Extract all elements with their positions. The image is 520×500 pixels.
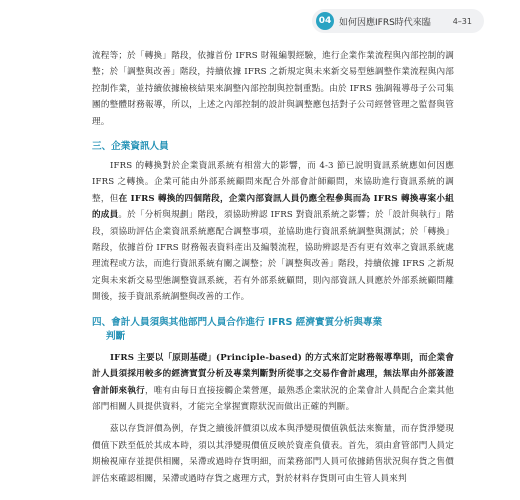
- paragraph-3-bold: IFRS 主要以「原則基礎」(Principle-based) 的方式來訂定財務報導準則，而企業會計人員須採用較多的經濟實質分析及專業判斷對所從事之交易作會計處理，無法單由外部簽證會計師來執行: [92, 352, 454, 396]
- section-heading-3: 三、企業資訊人員: [92, 141, 169, 153]
- section-heading-4: [92, 316, 454, 344]
- paragraph-2: [92, 158, 454, 306]
- section-heading-4-line2: 判斷: [106, 330, 126, 342]
- paragraph-3: [92, 350, 454, 416]
- paragraph-4: 茲以存貨評價為例，存貨之續後評價須以成本與淨變現價值孰低法來衡量，而存貨淨變現價值下跌至低於其成本時，須以其淨變現價值反映於資產負債表。首先，須由倉管部門人員定期檢視庫存並提供相關，呆滯或過時存貨明細，而業務部門人員可依據銷售狀況與存貨之售價評估來確認相關，呆滯或過時存貨之處理方式，對於材料存貨則可由生管人員來判: [92, 424, 454, 484]
- page-body: [92, 48, 454, 487]
- paragraph-2-bold: 在 IFRS 轉換的四個階段，企業內部資訊人員仍應全程參與而為 IFRS 轉換專案小組的成員: [92, 193, 455, 221]
- page-header: [312, 9, 484, 33]
- paragraph-2-text-a: IFRS 的轉換對於企業資訊系統有相當大的影響，而 4-3 節已說明資訊系統應如何因應 IFRS 之轉換。企業可能由外部系統顧問來配合外部會計師顧問，來協助進行資訊系統的調整，但: [92, 161, 454, 204]
- section-heading-4-line1: 四、會計人員須與其他部門人員合作進行 IFRS 經濟實質分析與專業: [92, 316, 383, 328]
- paragraph-2-text-b: 。於「分析與規劃」階段，須協助辨認 IFRS 對資訊系統之影響；於「設計與執行」階段，須協助評估企業資訊系統應配合調整事項，並協助進行資訊系統調整與測試；於「轉換」階段，依據首份 IFRS 財務報表資料產出及編製流程，協助辨認是否有更有效率之資訊系統處理流程或方法，而進行資訊系統有關之調整；於「調整與改善」階段，持續依據 IFRS 之新規定與未來新交易型態調整資訊系統，若有外部系統顧問，則內部資訊人員應於外部系統顧問離開後，接手資訊系統調整與改善的工作。: [92, 210, 454, 303]
- paragraph-3-text: ，唯有由每日直接接觸企業營運，最熟悉企業狀況的企業會計人員配合企業其他部門相關人員提供資料，才能完全掌握實際狀況而做出正確的判斷。: [92, 385, 454, 412]
- chapter-title: 如何因應IFRS時代來臨: [339, 17, 431, 28]
- chapter-badge: 04: [316, 12, 334, 30]
- paragraph-1: 流程等；於「轉換」階段，依據首份 IFRS 財報編製經驗，進行企業作業流程與內部控制的調整；於「調整與改善」階段，持續依據 IFRS 之新規定與未來新交易型態調整作業流程與內部控制作業，並持續依據檢核結果來調整內部控制與控制重點。由於 IFRS 強調報導母子公司集團的整體財務報導，所以，上述之內部控制的設計與調整應包括對子公司經營管理之監督與管理。: [92, 51, 454, 127]
- page-number: 4–31: [452, 16, 472, 26]
